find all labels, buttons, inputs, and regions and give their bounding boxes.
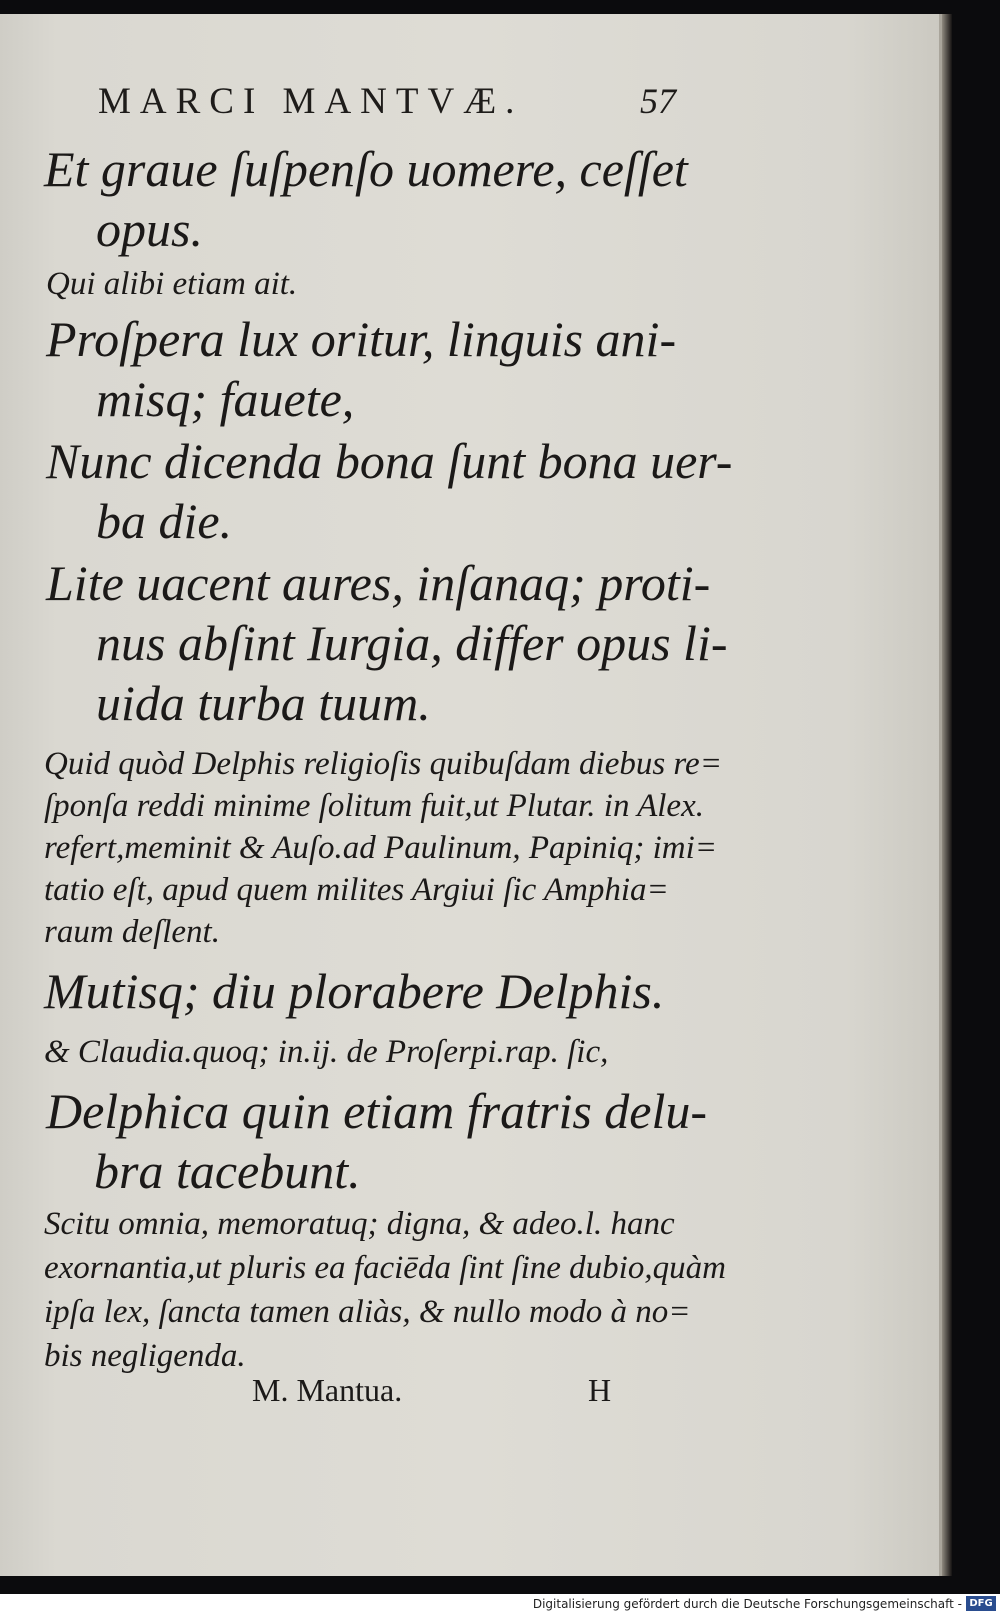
- text-line: Delphica quin etiam fratris delu-: [46, 1083, 708, 1139]
- text-line: exornantia,ut pluris ea faciēda ſint ſine dubio,quàm: [44, 1250, 726, 1286]
- text-line: Proſpera lux oritur, linguis ani-: [46, 311, 677, 367]
- running-head: MARCI MANTVÆ.: [98, 81, 524, 122]
- text-line: & Claudia.quoq; in.ij. de Proſerpi.rap. ſic,: [44, 1034, 609, 1070]
- page-edge: [942, 14, 952, 1576]
- text-line: opus.: [96, 201, 203, 257]
- text-line: bis negligenda.: [44, 1338, 246, 1374]
- book-page: [0, 14, 942, 1576]
- text-line: Quid quòd Delphis religioſis quibuſdam diebus re=: [44, 746, 722, 782]
- text-line: misq; fauete,: [96, 371, 355, 427]
- text-line: ba die.: [96, 493, 233, 549]
- text-line: ſponſa reddi minime ſolitum fuit,ut Plutar. in Alex.: [44, 788, 704, 824]
- text-line: ipſa lex, ſancta tamen aliàs, & nullo modo à no=: [44, 1294, 691, 1330]
- text-line: Qui alibi etiam ait.: [46, 266, 298, 302]
- text-line: Nunc dicenda bona ſunt bona uer-: [46, 433, 733, 489]
- dfg-logo: DFG: [966, 1596, 996, 1611]
- text-line: nus abſint Iurgia, differ opus li-: [96, 615, 728, 671]
- text-line: refert,meminit & Auſo.ad Paulinum, Papiniq; imi=: [44, 830, 718, 866]
- text-line: Mutisq; diu plorabere Delphis.: [44, 963, 665, 1019]
- text-line: uida turba tuum.: [96, 675, 431, 731]
- credit-text: Digitalisierung gefördert durch die Deutsche Forschungsgemeinschaft -: [532, 1597, 962, 1611]
- text-line: Et graue ſuſpenſo uomere, ceſſet: [44, 141, 688, 197]
- text-line: bra tacebunt.: [94, 1143, 361, 1199]
- catchword: M. Mantua.: [252, 1372, 403, 1408]
- text-line: tatio eſt, apud quem milites Argiui ſic Amphia=: [44, 872, 669, 908]
- page-number: 57: [640, 81, 676, 121]
- signature-mark: H: [588, 1372, 612, 1408]
- text-line: Scitu omnia, memoratuq; digna, & adeo.l. hanc: [44, 1206, 675, 1242]
- text-line: raum deſlent.: [44, 914, 220, 950]
- text-line: Lite uacent aures, inſanaq; proti-: [46, 555, 711, 611]
